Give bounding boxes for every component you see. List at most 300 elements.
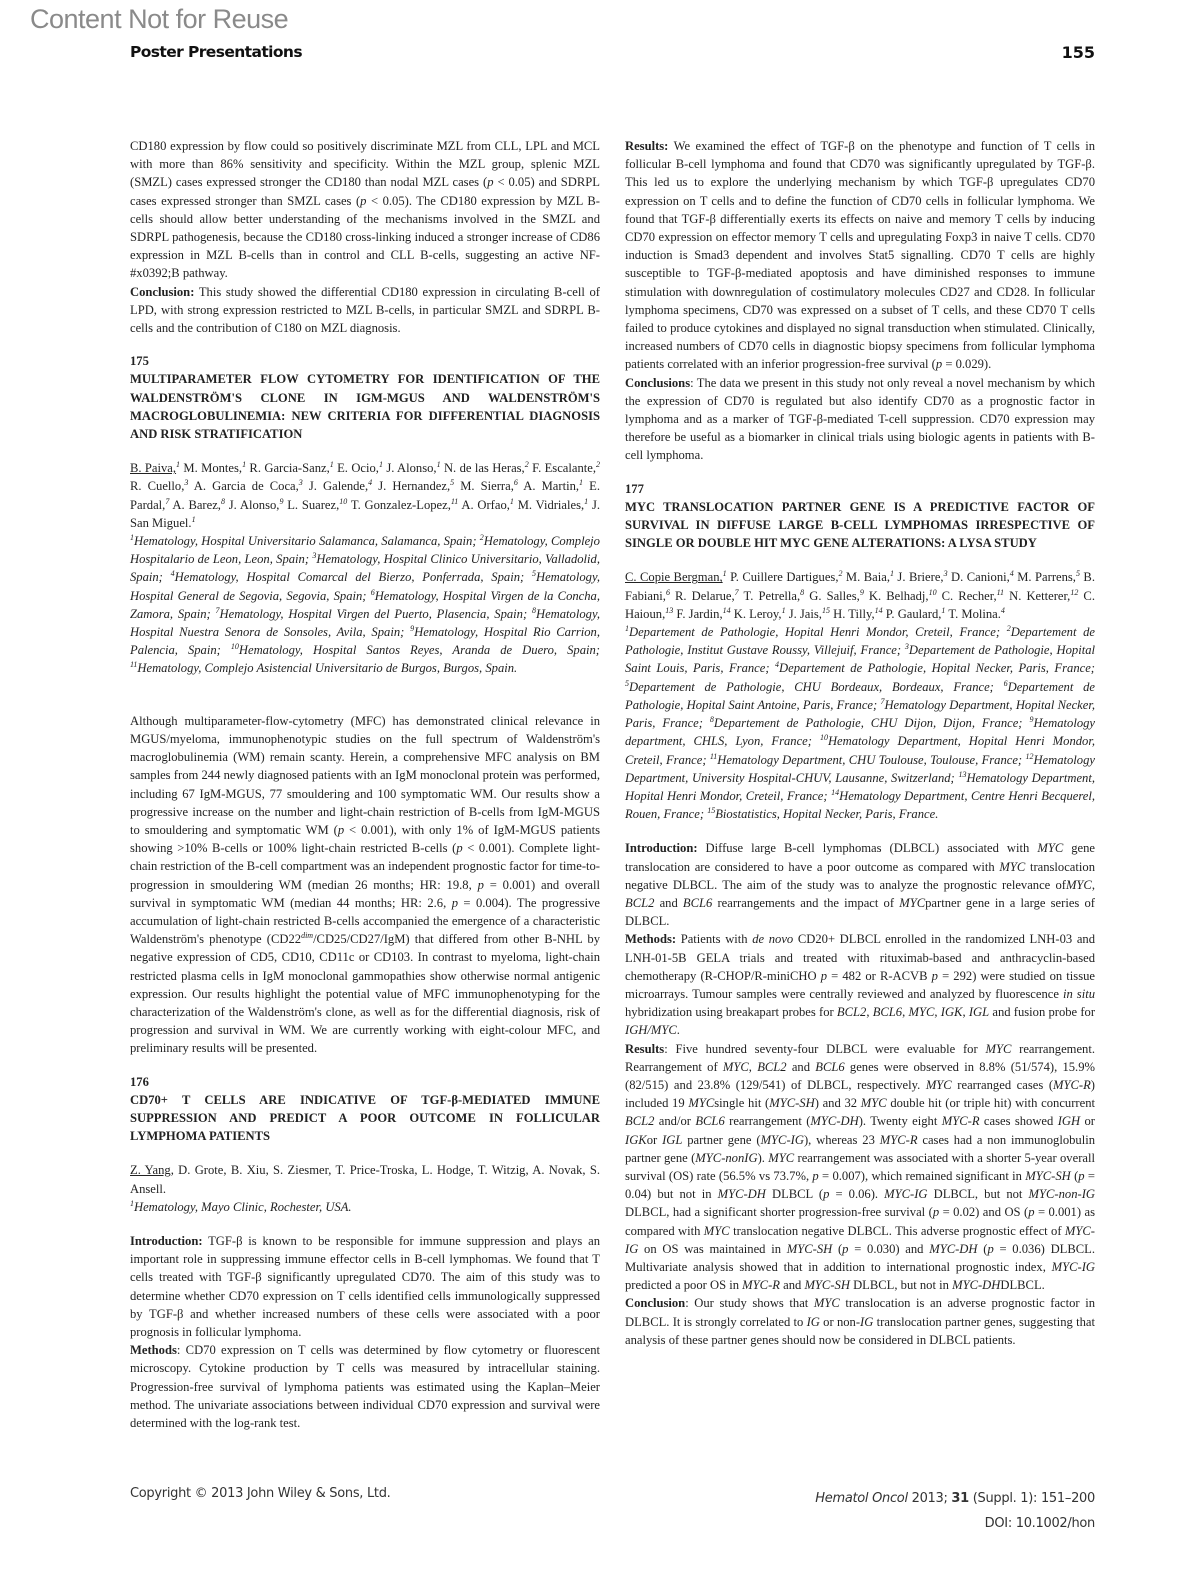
text-run: MYC-SH [769,1096,815,1111]
text-run: Hematology Department, Hopital Necker, Paris, France; [625,697,1095,731]
text-run: IGH [1057,1114,1081,1129]
superscript: 14 [874,605,883,615]
text-run: Hematology department, CHLS, Lyon, France; [625,716,1096,749]
text-run: = 0.001) as compared with [625,1205,1095,1238]
text-run: p [812,1168,819,1183]
left-column [130,137,600,1432]
text-run: and fusion probe for [989,1005,1096,1020]
text-run: MYC [860,1096,887,1111]
superscript: 1 [130,1198,134,1208]
superscript: 1 [191,514,196,524]
text-run: A. Garcia de Coca, [188,479,299,494]
section-label: Results: [625,139,669,153]
text-run: E. Ocio, [333,461,379,476]
text-run: BCL2 [625,1114,655,1129]
text-run: Departement de Pathologie, Hopital Saint Louis, Paris, France; [625,643,1095,676]
section-label: Conclusion [625,1296,686,1311]
text-run: Hematology, Mayo Clinic, Rochester, USA. [134,1199,352,1214]
superscript: 7 [880,696,885,706]
text-run: We examined the effect of TGF-β on the phenotype and function of T cells in follicular B-cell lymphoma and found that CD70 was significantly upregulated by TGF-β. This led us to explore the underlying mechanism by which TGF-β upregulates CD70 expression on T cells and to define the function of CD70 cells in follicular lymphoma. We found that TGF-β differentially exerts its effects on naive and memory T cells by inducing CD70 expression on effector memory T cells and upregulating Foxp3 in naive T cells. CD70 induction is Smad3 dependent and involves Stat5 signalling. CD70 T cells are highly susceptible to TGF-β-mediated apoptosis and have diminished responses to immune stimulation with downregulation of costimulatory molecules CD27 and CD28. In follicular lymphoma specimens, CD70 was expressed on a subset of T cells, and these CD70 T cells failed to produce cytokines and displayed no signal transduction when stimulated. Clinically, increased numbers of CD70 cells in diagnostic biopsy specimens from follicular lymphoma patients correlated with an inferior progression-free survival ( [625,139,1095,372]
text-run: in situ [1062,986,1095,1001]
text-run: , [866,1005,873,1020]
text-run: P. Gaulard, [882,606,942,621]
superscript: 12 [1025,751,1034,761]
text-run: = 482 or R-ACVB [827,968,932,983]
text-run: DLBCL, but not [927,1187,1029,1202]
section-label: Conclusions [625,375,691,390]
text-run: BCL6 [682,895,713,910]
text-run: , D. Grote, B. Xiu, S. Ziesmer, T. Price-Troska, L. Hodge, T. Witzig, A. Novak, S. Ansell. [130,1163,600,1196]
superscript: 1 [436,460,441,470]
text-run: Hematology, Hospital Comarcal del Bierzo, Ponferrada, Spain; [174,570,532,585]
superscript: 1 [509,496,514,506]
superscript: 2 [1006,624,1011,634]
text-run: MYC-R [941,1114,980,1129]
text-run: IGL [662,1132,683,1147]
text-run: MYC-DH [810,1114,859,1129]
text-run: Departement de Pathologie, Hopital Saint Antoine, Paris, France; [625,679,1095,712]
text-run: R. Cuello, [130,479,185,494]
text-run: BCL6 [695,1114,725,1129]
text-run: = 0.029). [942,357,992,372]
text-run: A. Orfao, [458,497,510,512]
text-run: Departement de Pathologie, Institut Gustave Roussy, Villejuif, France; [625,625,1095,658]
superscript: 1 [722,569,727,579]
text-run: N. de las Heras, [440,461,525,476]
affiliations [625,623,1095,823]
superscript: 3 [904,642,909,652]
text-run: J. Alonso, [224,497,280,512]
text-run: p [820,968,828,983]
text-run: Departement de Pathologie, CHU Bordeaux, Bordeaux, France; [629,679,1004,694]
text-run: MYC [768,1150,795,1165]
text-run: translocation partner genes, suggesting that analysis of these partner genes should now be considered in DLBCL patients. [625,1314,1096,1347]
text-run: MYC-IG [1051,1259,1095,1274]
superscript: 10 [819,733,828,743]
text-run: ) included 19 [625,1077,1095,1111]
text-run: R. Delarue, [669,588,735,603]
text-run: MYC-IG [625,1223,1095,1256]
text-run: Hematology, Hospital Santos Reyes, Aranda de Duero, Spain; [238,643,600,658]
text-run: MYC-R [1053,1077,1091,1092]
superscript: 9 [410,624,415,634]
text-run: Hematology, Complejo Asistencial Universitario de Burgos, Burgos, Spain. [137,661,518,676]
text-run: IGK [625,1132,647,1147]
text-run: Hematology, Hospital Nuestra Senora de Sonsoles, Avila, Spain; [130,606,600,640]
text-run: p [823,1187,830,1202]
text-run: . [676,1023,680,1038]
text-run: MYC [908,1005,935,1020]
text-run: genes were observed in 8.8% (51/574), 15.9% (82/515) and 23.8% (129/541) of DLBCL, respectively. [625,1059,1095,1092]
text-run: Hematology, Hospital Virgen del Puerto, Plasencia, Spain; [219,606,532,621]
text-run: : Five hundred seventy-four DLBCL were evaluable for [664,1041,986,1056]
paragraph [130,1341,600,1432]
superscript: 1 [781,605,786,615]
superscript: 5 [450,478,455,488]
text-run: K. Leroy, [730,606,782,621]
text-run: Hematology Department, CHU Toulouse, Toulouse, France; [717,752,1026,767]
text-run: MYC-IG [884,1187,928,1202]
text-run: ). Twenty eight [858,1114,942,1129]
superscript: 11 [996,587,1005,597]
text-run: MYC [688,1096,715,1111]
superscript: dim [301,931,314,941]
text-run: translocation negative DLBCL. This adverse prognostic effect of [729,1223,1065,1238]
superscript: 15 [821,605,830,615]
text-run: C. Copie Bergman, [625,570,723,585]
text-run: Hematology Department, Hopital Henri Mondor, Creteil, France; [625,734,1095,767]
text-run: CD70+ T CELLS ARE INDICATIVE OF TGF-β-MEDIATED IMMUNE SUPPRESSION AND PREDICT A POOR OUTCOME IN FOLLICULAR LYMPHOMA PATIENTS [130,1092,600,1144]
text-run: TGF-β is known to be responsible for immune suppression and plays an important role in suppressing immune effector cells in B-cell lymphomas. We found that T cells treated with TGF-β significantly upregulated CD70. The aim of this study was to determine whether CD70 expression on T cells identified cells immunologically suppressed by TGF-β and whether increased numbers of these cells were associated with a poor prognosis in follicular lymphoma. [130,1233,600,1339]
text-run: and [654,895,683,910]
text-run: J. Jais, [785,606,822,621]
text-run: CD180 expression by flow could so positively discriminate MZL from CLL, LPL and MCL with more than 86% sensitivity and specificity. Within the MZL group, splenic MZL (SMZL) cases expressed stronger the CD180 than nodal MZL cases ( [130,139,600,190]
superscript: 9 [1029,715,1034,725]
text-run: BCL6 [815,1059,845,1074]
section-label: Methods [130,1343,177,1358]
text-run: , [902,1005,909,1020]
text-run: and/or [654,1114,696,1129]
superscript: 1 [625,624,629,634]
superscript: 8 [800,587,805,597]
text-run: ( [832,1241,843,1256]
superscript: 2 [479,533,484,543]
text-run: Hematology Department, Hopital Henri Mondor, Creteil, France; [625,770,1095,803]
text-run: MYC [925,1077,952,1092]
text-run: J. Galende, [302,479,369,494]
text-run: MYC [899,895,926,910]
text-run: ( [1070,1168,1079,1183]
text-run: IGH/MYC [625,1023,677,1038]
text-run: , [934,1005,941,1020]
text-run: single hit ( [714,1096,770,1111]
text-run: Hematology, Complejo Hospitalario de Leon, Leon, Spain; [130,534,600,567]
text-run: Departement de Pathologie, Hopital Necker, Paris, France; [779,661,1095,676]
superscript: 4 [368,478,373,488]
paragraph [625,1040,1095,1295]
section-label: Results [625,1041,665,1056]
text-run: Departement de Pathologie, CHU Dijon, Dijon, France; [713,716,1030,731]
affiliations [130,1198,600,1216]
text-run: MYC [1065,877,1092,892]
superscript: 1 [889,569,894,579]
text-run: = 0.007), which remained significant in [818,1168,1026,1183]
superscript: 2 [524,460,529,470]
superscript: 9 [859,587,864,597]
text-run: ). [757,1150,769,1165]
text-run: MYC [999,859,1026,874]
text-run: = 0.001) and overall survival in symptomatic WM (median 44 months; HR: 2.6, [130,877,600,910]
text-run: translocation is an adverse prognostic factor in DLBCL. It is strongly correlated to [625,1296,1096,1329]
text-run: J. Alonso, [382,461,437,476]
text-run: Patients with [676,932,753,947]
superscript: 6 [370,587,375,597]
text-run: ) and 32 [814,1096,861,1111]
text-run: = 0.06). [829,1187,885,1202]
paragraph [625,839,1095,930]
text-run: C. Recher, [936,588,997,603]
text-run: rearrangement ( [724,1114,811,1129]
text-run: p [337,822,345,837]
text-run: : The data we present in this study not only reveal a novel mechanism by which the expression of CD70 is regulated but also identify CD70 as a prognostic factor in lymphoma and as a marker of TGF-β-mediated T-cell suppression. CD70 expression may therefore be useful as a biomarker in clinical trials using biologic agents in patients with B-cell lymphoma. [625,375,1095,463]
text-run: MYC-nonIG [695,1150,758,1165]
paragraph [625,137,1095,374]
text-run: MYC [1037,841,1064,856]
superscript: 3 [943,569,948,579]
superscript: 3 [312,551,317,561]
paragraph [625,1294,1095,1349]
text-run: p [1078,1168,1085,1183]
text-run: and [779,1278,805,1293]
text-run: 175 [130,354,149,369]
text-run: DLBCL. [1000,1278,1045,1293]
text-run: B. Fabiani, [625,570,1095,603]
text-run: MYC-R [879,1132,918,1147]
journal-volume: 31 [951,1491,969,1506]
text-run: partner gene ( [682,1132,761,1147]
text-run: /CD25/CD27/IgM) that differed from other B-NHL by negative expression of CD5, CD10, CD11c or CD103. In contrast to myeloma, light-chain restricted plasma cells in IgM monoclonal gammopathies show otherwise normal antigenic expression. Our results highlight the potential value of MFC immunophenotyping for the characterization of the Waldenström's clone, as well as for the differential diagnosis, risk of progression and survival in WM. We are currently working with eight-colour MFC, and preliminary results will be presented. [130,932,601,1056]
text-run: This study showed the differential CD180 expression in circulating B-cell of LPD, with strong expression restricted to MZL B-cells, in particular SMZL and SDRPL B-cells and the contribution of C180 on MZL diagnosis. [130,284,600,336]
text-run: = 0.036) DLBCL. Multivariate analysis showed that in addition to international prognostic index, [625,1241,1095,1274]
text-run: ), whereas 23 [803,1132,880,1147]
abstract-number [130,352,600,370]
text-run: G. Salles, [804,588,860,603]
text-run: MYC-DH [717,1187,766,1202]
text-run: rearrangement was associated with a shorter 5-year overall survival (OS) rate (56.5% vs 73.7%, [625,1150,1095,1183]
superscript: 12 [1070,587,1079,597]
text-run: p [842,1241,849,1256]
text-run: A. Martin, [517,479,580,494]
text-run: F. Escalante, [528,461,596,476]
text-run: MYC-SH [804,1278,850,1293]
section-label: Conclusion: [130,284,195,299]
text-run: IGL [968,1005,990,1020]
text-run: rearrangements and the impact of [712,895,900,910]
author-list [130,1161,600,1197]
text-run: L. Suarez, [283,497,340,512]
text-run: A. Barez, [169,497,221,512]
text-run: M. Sierra, [454,479,514,494]
superscript: 14 [722,605,731,615]
superscript: 6 [1003,678,1008,688]
text-run: C. Haioun, [625,588,1095,621]
text-run: ( [977,1241,988,1256]
abstract-number [130,1073,600,1091]
section-label: Introduction: [130,1233,203,1248]
superscript: 6 [665,587,670,597]
superscript: 1 [176,460,181,470]
text-run: p [987,1241,994,1256]
text-run: : Our study shows that [685,1296,814,1311]
text-run: P. Cuillere Dartigues, [726,570,839,585]
affiliations [130,532,600,678]
text-run: or [1080,1114,1095,1129]
text-run: Hematology, Hospital Virgen de la Concha, Zamora, Spain; [130,588,600,621]
text-run: 176 [130,1074,149,1089]
text-run: MYC-IG [760,1132,804,1147]
text-run: p [931,968,938,983]
text-run: IGK [940,1005,963,1020]
text-run: , [748,1059,758,1074]
text-run: p [360,193,367,208]
superscript: 6 [513,478,518,488]
text-run: or non- [819,1314,861,1329]
text-run: p [932,1205,940,1220]
text-run: MYC-SH [1025,1168,1071,1183]
superscript: 11 [130,660,138,670]
superscript: 7 [734,587,739,597]
citation [815,1486,1095,1536]
text-run: < 0.001), with only 1% of IgM-MGUS patients showing >10% B-cells or 100% light-chain restricted B-cells ( [130,822,600,856]
text-run: = 0.04) but not in [625,1168,1095,1202]
text-run: IG [806,1314,820,1329]
superscript: 1 [584,496,589,506]
text-run: BCL2 [625,895,655,910]
text-run: < 0.001). Complete light-chain restriction of the B-cell compartment was an independent prognostic factor for time-to-progression in smouldering WM (median 26 months; HR: 19.8, [130,841,601,892]
text-run: MYC-SH [786,1241,833,1256]
abstract-title [625,498,1095,553]
superscript: 8 [709,715,714,725]
text-run: < 0.05) and SDRPL cases expressed stronger than SMZL cases ( [130,175,600,208]
text-run: Departement de Pathologie, Hopital Henri Mondor, Creteil, France; [629,625,1007,640]
superscript: 13 [958,769,967,779]
text-run: predicted a poor OS in [625,1278,743,1293]
superscript: 2 [838,569,843,579]
text-run: N. Ketterer, [1004,588,1071,603]
text-run: Hematology, Hospital Rio Carrion, Palencia, Spain; [130,625,601,658]
superscript: 1 [130,533,134,543]
superscript: 4 [1000,605,1005,615]
superscript: 5 [531,569,536,579]
journal-pages: (Suppl. 1): 151–200 [972,1491,1095,1506]
superscript: 10 [230,642,239,652]
text-run: R. Garcia-Sanz, [246,461,330,476]
superscript: 1 [579,478,584,488]
text-run: BCL6 [872,1005,903,1020]
text-run: M. Parrens, [1013,570,1076,585]
text-run: BCL2 [757,1059,787,1074]
text-run: MULTIPARAMETER FLOW CYTOMETRY FOR IDENTIFICATION OF THE WALDENSTRÖM'S CLONE IN IGM-MGUS AND WALDENSTRÖM'S MACROGLOBULINEMIA: NEW CRITERIA FOR DIFFERENTIAL DIAGNOSIS AND RISK STRATIFICATION [130,372,600,442]
text-run: , [962,1005,969,1020]
text-run: DLBCL, had a significant shorter progression-free survival ( [625,1205,933,1220]
superscript: 13 [665,605,674,615]
text-run: = 0.030) and [848,1241,930,1256]
superscript: 3 [298,478,303,488]
text-run: = 0.02) and OS ( [939,1205,1029,1220]
text-run: E. Pardal, [130,479,600,512]
doi: DOI: 10.1002/hon [984,1516,1095,1531]
superscript: 10 [928,587,937,597]
text-run: MYC [985,1041,1012,1056]
text-run: T. Molina. [945,606,1001,621]
text-run: M. Montes, [180,461,243,476]
text-run: J. Hernandez, [372,479,451,494]
superscript: 5 [625,678,629,688]
paragraph [130,283,600,338]
text-run: MYC [703,1223,730,1238]
right-column [625,137,1095,1349]
text-run: Diffuse large B-cell lymphomas (DLBCL) associated with [697,841,1038,856]
text-run: K. Belhadj, [863,588,929,603]
journal-name: Hematol Oncol [815,1491,908,1506]
text-run: cases had a non immunoglobulin partner gene ( [625,1132,1096,1165]
journal-year: 2013; [911,1491,948,1506]
text-run: F. Jardin, [673,606,723,621]
text-run: p [456,841,463,856]
text-run: < 0.05). The CD180 expression by MZL B-cells should allow better understanding of the mechanisms involved in the SMZL and SDRPL pathogenesis, because the CD180 cross-linking induced a stronger increase of CD86 expression in MZL B-cells than in control and CLL B-cells, suggesting an active NF-#x0392;B pathway. [130,193,600,281]
text-run: MYC [813,1296,840,1311]
text-run: M. Baia, [842,570,890,585]
text-run: B. Paiva, [130,461,177,476]
text-run: MYC-non-IG [1028,1187,1095,1202]
text-run: Although multiparameter-flow-cytometry (MFC) has demonstrated clinical relevance in MGUS/myeloma, immunophenotypic studies on the full spectrum of Waldenström's macroglobulinemia (WM) remain scanty. Herein, a comprehensive MFC analysis on BM samples from 244 newly diagnosed patients with an IgM monoclonal protein was performed, including 67 IgM-MGUS, 77 smouldering and 100 symptomatic WM. Our results show a progressive increase on the number and light-chain restriction of B-cells from IgM-MGUS to smouldering and symptomatic WM ( [130,713,600,837]
watermark: Content Not for Reuse [30,4,289,34]
superscript: 15 [707,806,716,816]
running-head: Poster Presentations [130,43,302,61]
author-list [130,459,600,532]
text-run: = 0.004). The progressive accumulation of light-chain restricted B-cells accompanied the emergence of a characteristic Waldenström's phenotype (CD22 [130,895,600,947]
text-run: T. Petrella, [738,588,801,603]
text-run: DLBCL, but not in [849,1278,953,1293]
text-run: Hematology, Hospital Clinico Universitario, Valladolid, Spain; [130,552,600,585]
text-run: : CD70 expression on T cells was determined by flow cytometry or fluorescent microscopy. Cytokine production by T cells was measured by intracellular staining. Progression-free survival of lymphoma patients was estimated using the Kaplan–Meier method. The univariate associations between individual CD70 expression and survival were determined with the log-rank test. [130,1343,600,1430]
superscript: 2 [596,460,600,470]
copyright-notice: Copyright © 2013 John Wiley & Sons, Ltd. [130,1486,391,1501]
text-run: Hematology, Hospital General de Segovia, Segovia, Spain; [130,570,600,603]
superscript: 1 [378,460,383,470]
text-run: IG [860,1314,874,1329]
text-run: de novo [752,932,794,947]
paragraph [130,137,600,283]
text-run: cases showed [979,1114,1058,1129]
text-run: Biostatistics, Hopital Necker, Paris, France. [715,807,939,822]
text-run: p [1028,1205,1035,1220]
superscript: 8 [531,605,536,615]
superscript: 4 [170,569,175,579]
superscript: 11 [709,751,718,761]
text-run: gene translocation are considered to have a poor outcome as compared with [625,841,1095,874]
paragraph [625,374,1095,465]
text-run: BCL2 [836,1005,867,1020]
superscript: 14 [831,787,840,797]
text-run: = 292) were studied on tissue microarrays. Tumour samples were centrally reviewed and analyzed by fluorescence [625,968,1095,1001]
text-run: p [487,175,494,190]
text-run: M. Vidriales, [513,497,585,512]
text-run: 177 [625,481,644,496]
text-run: CD20+ DLBCL enrolled in the randomized LNH-03 and LNH-01-5B GELA trials and treated with rituximab-based and anthracyclin-based chemotherapy (R-CHOP/R-miniCHO [625,932,1096,983]
text-run: H. Tilly, [829,606,875,621]
text-run: , [1091,877,1095,892]
text-run: hybridization using breakapart probes for [625,1005,837,1020]
paragraph [625,930,1095,1039]
paragraph [130,1232,600,1341]
text-run: MYC-DH [929,1241,978,1256]
superscript: 1 [242,460,247,470]
text-run: partner gene in a large series of DLBCL. [625,895,1095,929]
paragraph [130,712,600,1058]
text-run: Hematology Department, University Hospital-CHUV, Lausanne, Switzerland; [625,752,1095,785]
page-number: 155 [1061,43,1095,62]
superscript: 10 [339,496,348,506]
text-run: p [477,877,484,892]
text-run: D. Canioni, [947,570,1010,585]
superscript: 11 [450,496,459,506]
text-run: MYC-DH [952,1278,1001,1293]
text-run: Z. Yang [130,1163,171,1178]
section-label: Introduction: [625,841,698,856]
text-run: J. San Miguel. [130,497,601,530]
text-run: Hematology Department, Centre Henri Becquerel, Rouen, France; [625,788,1096,822]
